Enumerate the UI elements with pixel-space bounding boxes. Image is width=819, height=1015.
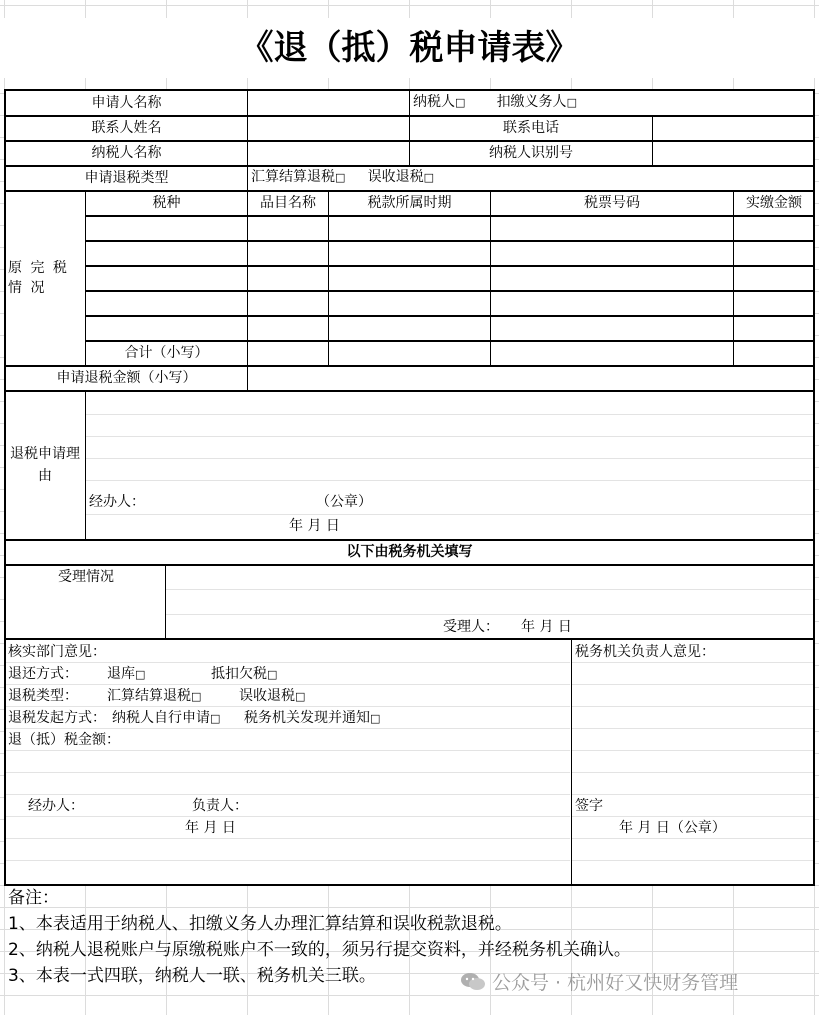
note-item-2: 2、纳税人退税账户与原缴税账户不一致的，须另行提交资料，并经税务机关确认。	[8, 940, 631, 960]
grid-hline	[6, 190, 813, 192]
col-paid-amount: 实缴金额	[746, 194, 802, 211]
withholding-checkbox[interactable]	[567, 94, 577, 110]
grid-vline	[571, 638, 572, 886]
sign-label: 签字	[575, 798, 603, 814]
col-tax-period: 税款所属时期	[367, 194, 452, 211]
grid-faint-line	[6, 772, 570, 773]
amount-label: 退（抵）税金额：	[8, 732, 120, 748]
acceptor-date: 年 月 日	[521, 619, 572, 635]
taxpayer-id-label: 纳税人识别号	[489, 144, 573, 161]
grid-vline	[85, 390, 86, 540]
grid-faint-line	[572, 794, 813, 795]
return-opt2-checkbox[interactable]	[267, 666, 277, 682]
taxpayer-name-field[interactable]	[248, 141, 408, 165]
type-label: 退税类型：	[8, 688, 78, 704]
return-opt2: 抵扣欠税	[211, 666, 267, 682]
col-ticket-number: 税票号码	[584, 194, 640, 211]
refund-amount-field[interactable]	[248, 366, 813, 390]
reason-seal-label: （公章）	[316, 494, 372, 510]
phone-label: 联系电话	[503, 119, 559, 136]
grid-faint-line	[86, 436, 813, 437]
init-opt2-checkbox[interactable]	[370, 710, 380, 726]
type-opt2-checkbox[interactable]	[295, 688, 305, 704]
grid-faint-line	[572, 662, 813, 663]
grid-faint-line	[572, 706, 813, 707]
col-item-name: 品目名称	[260, 194, 316, 211]
watermark-text: 公众号 · 杭州好又快财务管理	[492, 972, 739, 994]
refund-type-opt1: 汇算结算退税	[251, 169, 335, 185]
grid-faint-line	[6, 750, 570, 751]
grid-hline	[86, 315, 813, 317]
grid-faint-line	[572, 728, 813, 729]
grid-vline	[247, 91, 248, 190]
grid-vline	[733, 190, 734, 365]
grid-faint-line	[572, 750, 813, 751]
grid-faint-line	[6, 816, 570, 817]
return-method-label: 退还方式：	[8, 666, 78, 682]
reason-side-label: 退税申请理由	[10, 446, 80, 484]
refund-type-opt2-checkbox[interactable]	[424, 169, 434, 185]
type-opt2: 误收退税	[239, 688, 295, 704]
grid-faint-line	[6, 794, 570, 795]
grid-faint-line	[6, 838, 570, 839]
refund-type-label: 申请退税类型	[84, 169, 169, 186]
grid-hline	[6, 165, 813, 167]
dept-opinion-label: 核实部门意见：	[8, 644, 106, 660]
verification-responsible: 负责人：	[192, 798, 248, 814]
contact-name-field[interactable]	[248, 116, 408, 140]
type-opt1: 汇算结算退税	[107, 688, 191, 704]
grid-hline	[6, 390, 813, 392]
grid-faint-line	[6, 860, 570, 861]
grid-faint-line	[86, 480, 813, 481]
grid-faint-line	[572, 772, 813, 773]
grid-faint-line	[572, 860, 813, 861]
verification-handler: 经办人：	[28, 798, 84, 814]
note-item-3: 3、本表一式四联，纳税人一联、税务机关三联。	[8, 966, 376, 986]
acceptance-label: 受理情况	[58, 568, 114, 585]
initiation-label: 退税发起方式：	[8, 710, 106, 726]
grid-faint-line	[6, 662, 570, 663]
grid-vline	[652, 115, 653, 165]
taxpayer-id-field[interactable]	[653, 141, 813, 165]
refund-amount-label: 申请退税金额（小写）	[56, 369, 197, 386]
grid-faint-line	[86, 414, 813, 415]
type-opt1-checkbox[interactable]	[191, 688, 201, 704]
grid-faint-line	[6, 728, 570, 729]
watermark	[460, 968, 738, 995]
reason-date: 年 月 日	[289, 518, 340, 534]
return-opt1-checkbox[interactable]	[135, 666, 145, 682]
taxpayer-name-label: 纳税人名称	[91, 144, 162, 161]
grid-faint-line	[572, 838, 813, 839]
original-tax-side-label: 原 完 税 情 况	[8, 260, 69, 296]
tax-authority-header: 以下由税务机关填写	[346, 543, 473, 560]
grid-faint-line	[6, 706, 570, 707]
total-label: 合计（小写）	[124, 344, 209, 361]
applicant-name-label: 申请人名称	[91, 94, 162, 111]
notes-heading: 备注：	[8, 888, 59, 908]
grid-vline	[247, 190, 248, 365]
sign-date: 年 月 日（公章）	[619, 820, 726, 836]
applicant-name-field[interactable]	[248, 91, 408, 115]
contact-name-label: 联系人姓名	[91, 119, 162, 136]
grid-hline	[6, 638, 813, 640]
col-tax-type: 税种	[152, 194, 181, 211]
grid-hline	[86, 240, 813, 242]
grid-hline	[6, 365, 813, 367]
grid-faint-line	[6, 684, 570, 685]
refund-type-opt1-checkbox[interactable]	[335, 169, 345, 185]
return-opt1: 退库	[107, 666, 135, 682]
grid-faint-line	[166, 614, 813, 615]
init-opt2: 税务机关发现并通知	[244, 710, 370, 726]
grid-hline	[6, 564, 813, 566]
grid-vline	[328, 190, 329, 365]
grid-hline	[86, 215, 813, 217]
grid-faint-line	[166, 589, 813, 590]
grid-faint-line	[86, 458, 813, 459]
grid-faint-line	[572, 684, 813, 685]
reason-handler-label: 经办人：	[89, 494, 145, 510]
acceptor-label: 受理人：	[443, 619, 499, 635]
grid-vline	[85, 190, 86, 365]
head-opinion-label: 税务机关负责人意见：	[575, 644, 715, 660]
wechat-icon	[460, 972, 486, 992]
form-title: 《退（抵）税申请表》	[0, 18, 819, 78]
grid-vline	[247, 365, 248, 390]
init-opt1-checkbox[interactable]	[210, 710, 220, 726]
init-opt1: 纳税人自行申请	[112, 710, 210, 726]
grid-vline	[409, 91, 410, 165]
grid-hline	[86, 265, 813, 267]
grid-hline	[6, 539, 813, 541]
grid-hline	[86, 290, 813, 292]
taxpayer-checkbox[interactable]	[455, 94, 465, 110]
grid-vline	[490, 190, 491, 365]
grid-faint-line	[572, 816, 813, 817]
withholding-option: 扣缴义务人	[496, 94, 567, 110]
verification-date: 年 月 日	[185, 820, 236, 836]
phone-field[interactable]	[653, 116, 813, 140]
refund-type-opt2: 误收退税	[367, 169, 424, 185]
taxpayer-option: 纳税人	[413, 94, 455, 110]
grid-vline	[165, 564, 166, 639]
grid-hline	[86, 340, 813, 342]
grid-faint-line	[86, 514, 813, 515]
note-item-1: 1、本表适用于纳税人、扣缴义务人办理汇算结算和误收税款退税。	[8, 914, 512, 934]
